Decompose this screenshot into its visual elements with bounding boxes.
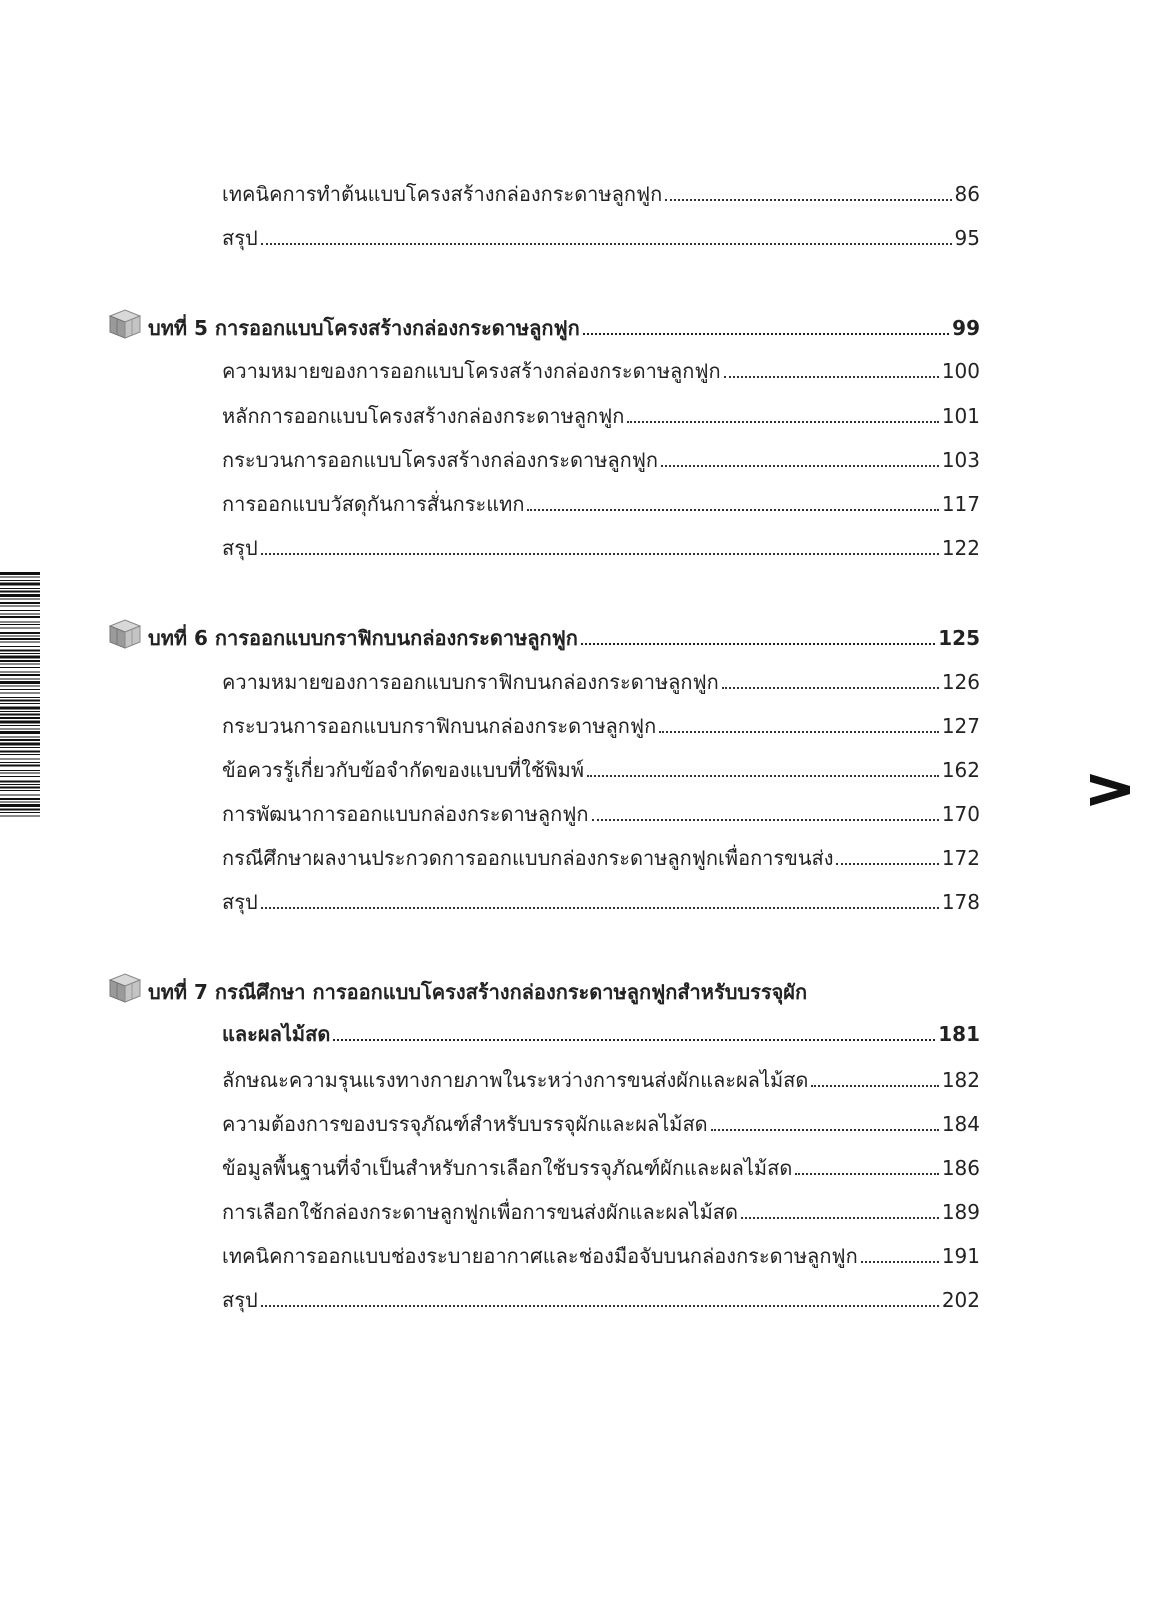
dot-leader	[661, 465, 939, 467]
barcode-icon	[0, 572, 40, 1042]
toc-entry[interactable]	[222, 708, 980, 738]
entry-title: ข้อควรรู้เกี่ยวกับข้อจำกัดของแบบที่ใช้พิมพ์	[222, 758, 585, 782]
entry-page: 178	[941, 890, 980, 914]
chapter-title: บทที่ 6 การออกแบบกราฟิกบนกล่องกระดาษลูกฟูก	[148, 626, 578, 650]
entry-title: ความต้องการของบรรจุภัณฑ์สำหรับบรรจุผักและผลไม้สด	[222, 1112, 708, 1136]
entry-page: 186	[941, 1156, 980, 1180]
toc-entry[interactable]	[222, 398, 980, 428]
dot-leader	[665, 199, 951, 201]
chapter-title: บทที่ 5 การออกแบบโครงสร้างกล่องกระดาษลูกฟูก	[148, 316, 580, 340]
box-stack-icon	[106, 616, 144, 650]
toc-entry[interactable]	[222, 442, 980, 472]
entry-page: 101	[941, 404, 980, 428]
toc-entry[interactable]	[222, 840, 980, 870]
dot-leader	[861, 1261, 939, 1263]
entry-page: 162	[941, 758, 980, 782]
dot-leader	[581, 643, 935, 645]
entry-page: 170	[941, 802, 980, 826]
entry-page: 189	[941, 1200, 980, 1224]
dot-leader	[592, 819, 939, 821]
page-marker-glyph	[1088, 770, 1132, 810]
dot-leader	[261, 1305, 939, 1307]
entry-title: สรุป	[222, 226, 258, 250]
entry-page: 172	[941, 846, 980, 870]
entry-title: ความหมายของการออกแบบโครงสร้างกล่องกระดาษลูกฟูก	[222, 359, 721, 383]
chapter-page: 181	[938, 1022, 980, 1046]
chapter-title: บทที่ 7 กรณีศึกษา การออกแบบโครงสร้างกล่องกระดาษลูกฟูกสำหรับบรรจุผัก	[148, 980, 808, 1004]
box-stack-icon	[106, 306, 144, 340]
dot-leader	[659, 731, 939, 733]
toc-entry[interactable]	[222, 220, 980, 250]
entry-title: สรุป	[222, 536, 258, 560]
entry-page: 100	[941, 359, 980, 383]
toc-entry[interactable]	[222, 664, 980, 694]
toc-entry[interactable]	[222, 1282, 980, 1312]
chapter-page: 99	[952, 316, 980, 340]
entry-title: การออกแบบวัสดุกันการสั่นกระแทก	[222, 492, 525, 516]
chapter-title-continued: และผลไม้สด	[222, 1022, 331, 1046]
entry-title: หลักการออกแบบโครงสร้างกล่องกระดาษลูกฟูก	[222, 404, 625, 428]
entry-title: การเลือกใช้กล่องกระดาษลูกฟูกเพื่อการขนส่งผักและผลไม้สด	[222, 1200, 738, 1224]
toc-entry[interactable]	[222, 1238, 980, 1268]
dot-leader	[583, 333, 949, 335]
chapter-heading-7-continued[interactable]	[222, 1016, 980, 1046]
toc-entry[interactable]	[222, 1150, 980, 1180]
entry-page: 117	[941, 492, 980, 516]
toc-entry[interactable]	[222, 884, 980, 914]
chapter-heading-6[interactable]	[106, 616, 980, 650]
entry-page: 184	[941, 1112, 980, 1136]
entry-title: กรณีศึกษาผลงานประกวดการออกแบบกล่องกระดาษลูกฟูกเพื่อการขนส่ง	[222, 846, 834, 870]
entry-page: 127	[941, 714, 980, 738]
entry-title: ลักษณะความรุนแรงทางกายภาพในระหว่างการขนส่งผักและผลไม้สด	[222, 1068, 809, 1092]
dot-leader	[724, 376, 939, 378]
dot-leader	[261, 243, 952, 245]
box-stack-icon	[106, 970, 144, 1004]
chapter-heading-7[interactable]	[106, 970, 807, 1004]
toc-entry[interactable]	[222, 1062, 980, 1092]
entry-page: 182	[941, 1068, 980, 1092]
toc-entry[interactable]	[222, 1106, 980, 1136]
entry-page: 95	[954, 226, 980, 250]
dot-leader	[811, 1085, 938, 1087]
dot-leader	[711, 1129, 939, 1131]
entry-title: กระบวนการออกแบบกราฟิกบนกล่องกระดาษลูกฟูก	[222, 714, 657, 738]
entry-title: ความหมายของการออกแบบกราฟิกบนกล่องกระดาษลูกฟูก	[222, 670, 719, 694]
chapter-page: 125	[938, 626, 980, 650]
dot-leader	[333, 1039, 935, 1041]
toc-entry[interactable]	[222, 796, 980, 826]
dot-leader	[261, 553, 939, 555]
toc-entry[interactable]	[222, 176, 980, 206]
entry-page: 86	[954, 182, 980, 206]
entry-title: ข้อมูลพื้นฐานที่จำเป็นสำหรับการเลือกใช้บรรจุภัณฑ์ผักและผลไม้สด	[222, 1156, 793, 1180]
chapter-heading-5[interactable]	[106, 306, 980, 340]
dot-leader	[741, 1217, 939, 1219]
dot-leader	[627, 421, 938, 423]
toc-entry[interactable]	[222, 1194, 980, 1224]
entry-title: กระบวนการออกแบบโครงสร้างกล่องกระดาษลูกฟูก	[222, 448, 659, 472]
dot-leader	[836, 863, 938, 865]
dot-leader	[722, 687, 939, 689]
entry-page: 126	[941, 670, 980, 694]
entry-title: สรุป	[222, 1288, 258, 1312]
entry-title: เทคนิคการออกแบบช่องระบายอากาศและช่องมือจับบนกล่องกระดาษลูกฟูก	[222, 1244, 858, 1268]
entry-page: 202	[941, 1288, 980, 1312]
dot-leader	[261, 907, 939, 909]
toc-entry[interactable]	[222, 530, 980, 560]
entry-page: 122	[941, 536, 980, 560]
dot-leader	[795, 1173, 939, 1175]
toc-entry[interactable]	[222, 353, 980, 383]
entry-page: 191	[941, 1244, 980, 1268]
dot-leader	[527, 509, 938, 511]
entry-title: การพัฒนาการออกแบบกล่องกระดาษลูกฟูก	[222, 802, 589, 826]
dot-leader	[587, 775, 939, 777]
toc-entry[interactable]	[222, 752, 980, 782]
entry-title: สรุป	[222, 890, 258, 914]
entry-page: 103	[941, 448, 980, 472]
toc-entry[interactable]	[222, 486, 980, 516]
entry-title: เทคนิคการทำต้นแบบโครงสร้างกล่องกระดาษลูกฟูก	[222, 182, 663, 206]
